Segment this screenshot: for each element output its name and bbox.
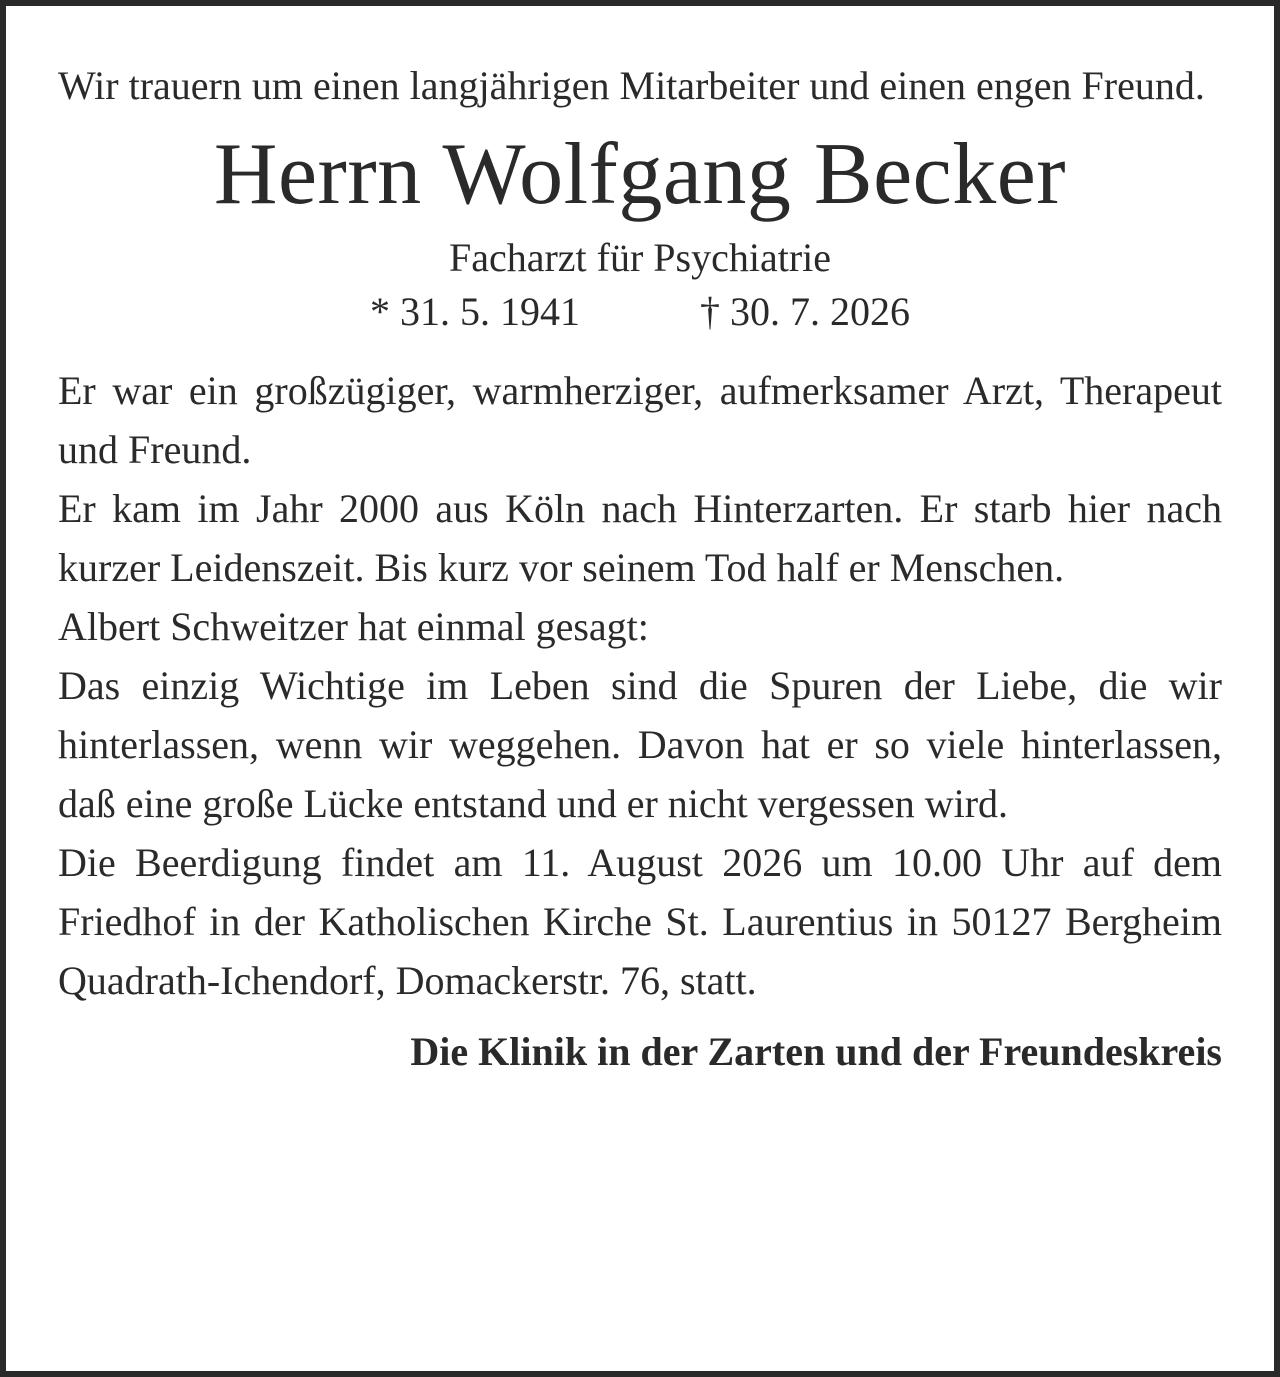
obituary-content bbox=[58, 56, 1222, 1080]
signature: Die Klinik in der Zarten und der Freundeskreis bbox=[410, 1029, 1222, 1074]
paragraph-quote-intro: Albert Schweitzer hat einmal gesagt: bbox=[58, 604, 649, 649]
life-dates bbox=[58, 285, 1222, 339]
death-date: † 30. 7. 2026 bbox=[700, 289, 910, 334]
profession: Facharzt für Psychiatrie bbox=[448, 235, 832, 280]
birth-date: * 31. 5. 1941 bbox=[370, 289, 580, 334]
paragraph-tribute: Er war ein großzügiger, warmherziger, aufmerksamer Arzt, Therapeut und Freund. bbox=[58, 368, 1222, 472]
paragraph-quote: Das einzig Wichtige im Leben sind die Spuren der Liebe, die wir hinterlassen, wenn wir weggehen. Davon hat er so viele hinterlassen, daß eine große Lücke entstand und er nicht vergessen wird. bbox=[58, 663, 1222, 826]
paragraph-funeral-info: Die Beerdigung findet am 11. August 2026 um 10.00 Uhr auf dem Friedhof in der Katholischen Kirche St. Laurentius in 50127 Bergheim Quadrath-Ichendorf, Domackerstr. 76, statt. bbox=[58, 840, 1222, 1003]
paragraph-biography: Er kam im Jahr 2000 aus Köln nach Hinterzarten. Er starb hier nach kurzer Leidenszeit. Bis kurz vor seinem Tod half er Menschen. bbox=[58, 486, 1222, 590]
deceased-name: Herrn Wolfgang Becker bbox=[213, 126, 1067, 223]
intro-text: Wir trauern um einen langjährigen Mitarbeiter und einen engen Freund. bbox=[58, 63, 1205, 108]
